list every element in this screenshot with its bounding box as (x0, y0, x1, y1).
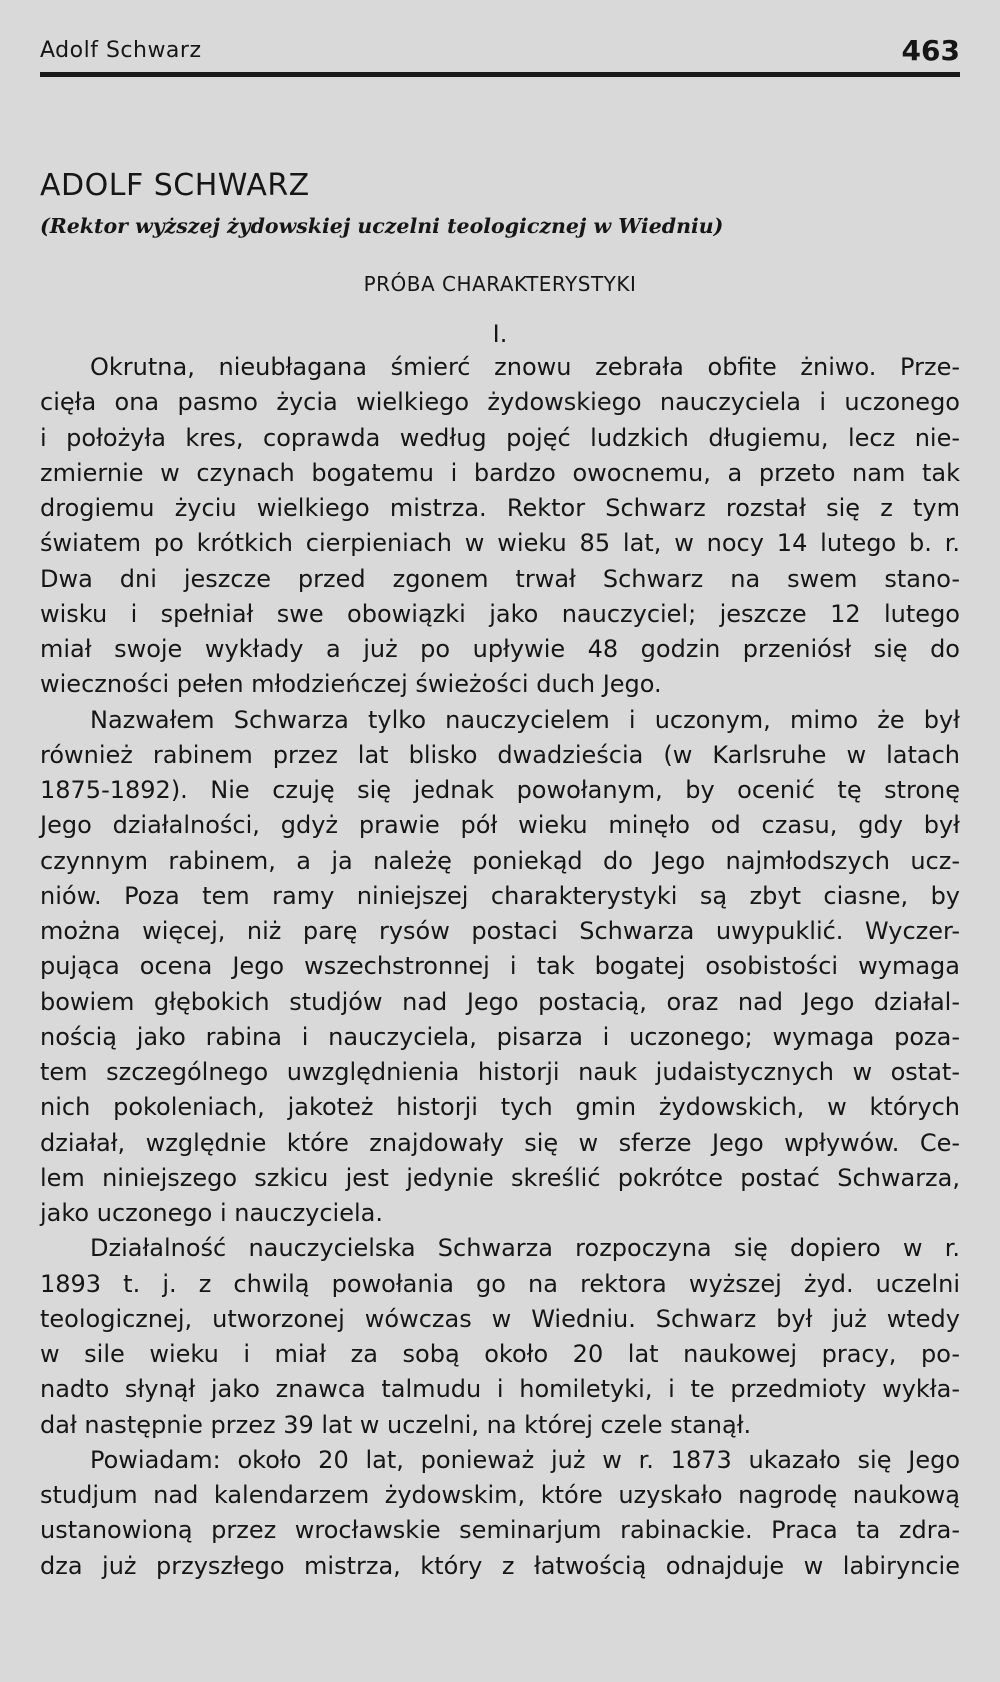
text-line: tem szczególnego uwzględnienia historji nauk judaistycznych w ostat- (40, 1058, 960, 1086)
paragraph-3 (40, 1231, 960, 1443)
text-line: jako uczonego i nauczyciela. (40, 1199, 383, 1227)
section-heading: PRÓBA CHARAKTERYSTYKI (363, 272, 637, 296)
text-line: dza już przyszłego mistrza, który z łatwością odnajduje w labiryncie (40, 1551, 960, 1580)
running-head (40, 34, 960, 74)
text-line: i położyła kres, coprawda według pojęć ludzkich długiemu, lecz nie- (40, 423, 960, 452)
article-title: ADOLF SCHWARZ (40, 168, 310, 203)
header-rule (40, 72, 960, 77)
text-line: nadto słynął jako znawca talmudu i homiletyki, i te przedmioty wykła- (40, 1375, 960, 1404)
text-line: zmiernie w czynach bogatemu i bardzo owocnemu, a przeto nam tak (40, 458, 960, 487)
body-text (40, 350, 960, 1584)
text-line: 1875-1892). Nie czuję się jednak powołanym, by ocenić tę stronę (40, 776, 960, 804)
text-line: teologicznej, utworzonej wówczas w Wiedniu. Schwarz był już wtedy (40, 1304, 960, 1333)
text-line: drogiemu życiu wielkiego mistrza. Rektor Schwarz rozstał się z tym (40, 494, 960, 522)
paragraph-2 (40, 703, 960, 1232)
text-line: Powiadam: około 20 lat, ponieważ już w r. 1873 ukazało się Jego (90, 1445, 960, 1474)
text-line: Nazwałem Schwarza tylko nauczycielem i uczonym, mimo że był (90, 705, 960, 734)
text-line: cięła ona pasmo życia wielkiego żydowskiego nauczyciela i uczonego (40, 388, 960, 417)
page-number: 463 (901, 34, 960, 67)
text-line: bowiem głębokich studjów nad Jego postacią, oraz nad Jego działal- (40, 987, 960, 1016)
text-line: niów. Poza tem ramy niniejszej charakterystyki są zbyt ciasne, by (40, 881, 960, 910)
text-line: można więcej, niż parę rysów postaci Schwarza uwypuklić. Wyczer- (40, 917, 960, 945)
text-line: Dwa dni jeszcze przed zgonem trwał Schwarz na swem stano- (40, 564, 960, 593)
text-line: 1893 t. j. z chwilą powołania go na rektora wyższej żyd. uczelni (40, 1269, 960, 1298)
text-line: studjum nad kalendarzem żydowskim, które uzyskało nagrodę naukową (40, 1481, 960, 1509)
text-line: również rabinem przez lat blisko dwadzieścia (w Karlsruhe w latach (40, 740, 960, 769)
text-line: nich pokoleniach, jakoteż historji tych gmin żydowskich, w których (40, 1093, 960, 1122)
text-line: lem niniejszego szkicu jest jedynie skreślić pokrótce postać Schwarza, (40, 1163, 960, 1192)
text-line: miał swoje wykłady a już po upływie 48 godzin przeniósł się do (40, 635, 960, 663)
text-line: światem po krótkich cierpieniach w wieku 85 lat, w nocy 14 lutego b. r. (40, 529, 960, 558)
section-number: I. (492, 320, 508, 348)
text-line: pująca ocena Jego wszechstronnej i tak bogatej osobistości wymaga (40, 952, 960, 981)
text-line: dał następnie przez 39 lat w uczelni, na której czele stanął. (40, 1410, 752, 1439)
text-line: czynnym rabinem, a ja należę poniekąd do Jego najmłodszych ucz- (40, 846, 960, 875)
text-line: ustanowioną przez wrocławskie seminarjum rabinackie. Praca ta zdra- (40, 1516, 960, 1545)
text-line: Okrutna, nieubłagana śmierć znowu zebrała obfite żniwo. Prze- (90, 353, 960, 381)
running-head-author: Adolf Schwarz (40, 38, 202, 63)
text-line: wieczności pełen młodzieńczej świeżości duch Jego. (40, 670, 662, 699)
text-line: działał, względnie które znajdowały się w sferze Jego wpływów. Ce- (40, 1128, 960, 1157)
text-line: wisku i spełniał swe obowiązki jako nauczyciel; jeszcze 12 lutego (40, 599, 960, 628)
text-line: w sile wieku i miał za sobą około 20 lat naukowej pracy, po- (40, 1340, 960, 1368)
text-line: Działalność nauczycielska Schwarza rozpoczyna się dopiero w r. (90, 1234, 960, 1263)
text-line: Jego działalności, gdyż prawie pół wieku minęło od czasu, gdy był (40, 811, 960, 840)
article-subtitle: (Rektor wyższej żydowskiej uczelni teologicznej w Wiedniu) (40, 214, 724, 238)
paragraph-4 (40, 1443, 960, 1584)
text-line: nością jako rabina i nauczyciela, pisarza i uczonego; wymaga poza- (40, 1022, 960, 1051)
paragraph-1 (40, 350, 960, 703)
